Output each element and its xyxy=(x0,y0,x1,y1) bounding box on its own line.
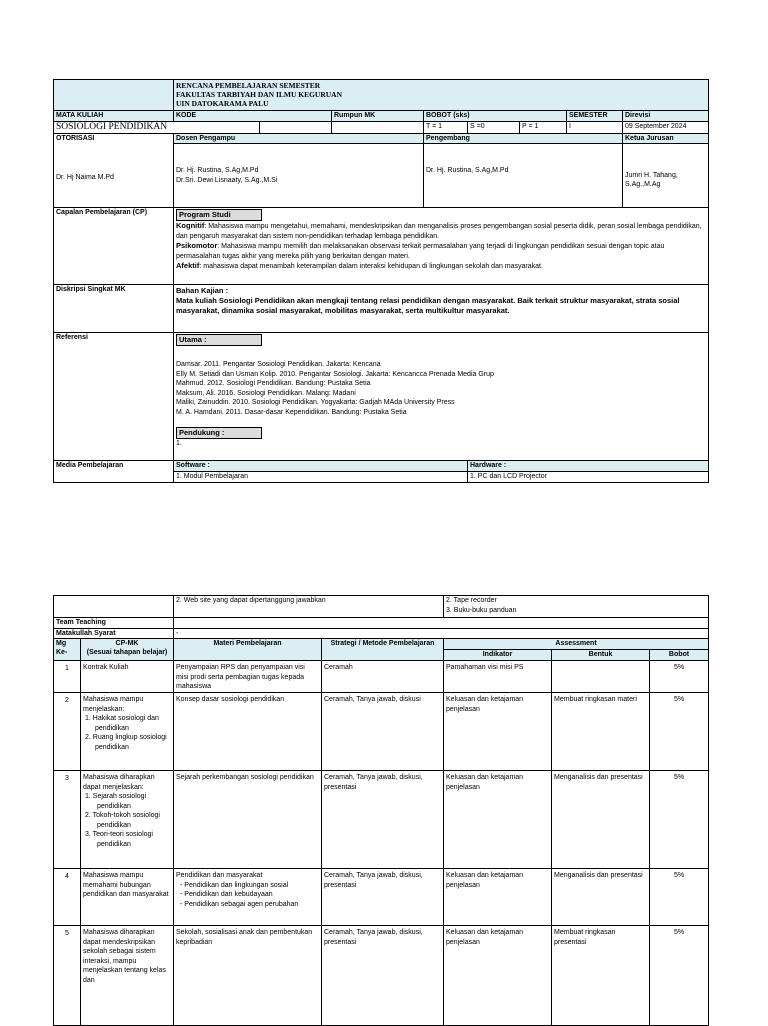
label-ketua-jurusan: Ketua Jurusan xyxy=(623,133,709,144)
label-direvisi: Direvisi xyxy=(623,111,709,122)
row-bobot: 5% xyxy=(650,869,709,926)
row-bobot: 5% xyxy=(650,661,709,693)
capaian-pembelajaran-content: Program Studi Kognitif: Mahasiswa mampu mengetahui, memahami, mendeskripsikan dan menganalisis proses pengembangan sosial peserta didik, peran sosial lembaga pendidikan, dan pengaruh masyarakat dan sistem non-pendidikan terhadap lembaga pendidikan. Psikomotor: Mahasiswa mampu memilih dan melaksanakan observasi terkait permasalahan yang terjadi di lingkungan pendidikan sesuai dengan topic atau permasalahan tugas akhir yang mereka pilih yang berkaitan dengan materi. Afektif: mahasiswa dapat menambah keterampilan dalam interaksi kehidupan di lingkungan sekolah dan masyarakat. xyxy=(174,208,709,285)
row-week: 5 xyxy=(54,926,81,1026)
row-bentuk xyxy=(552,661,650,693)
pengembang-name: Dr. Hj. Rustina, S.Ag,M.Pd xyxy=(424,144,623,208)
label-kode: KODE xyxy=(174,111,332,122)
otorisasi-cell: OTORISASI Dr. Hj Naima M.Pd xyxy=(54,133,174,208)
referensi-content xyxy=(174,333,709,461)
referensi-item: Mahmud. 2012. Sosiologi Pendidikan. Bandung: Pustaka Setia xyxy=(176,380,371,387)
row-materi: Pendidikan dan masyarakat - Pendidikan dan lingkungan sosial - Pendidikan dan kebudayaan - Pendidikan sebagai agen perubahan xyxy=(174,869,322,926)
course-kode xyxy=(260,121,332,133)
software-item-1: 1. Modul Pembelajaran xyxy=(174,472,468,483)
row-bentuk: Menganalisis dan presentasi xyxy=(552,771,650,869)
row-week: 4 xyxy=(54,869,81,926)
course-rumpun xyxy=(332,121,424,133)
hardware-item-1: 1. PC dan LCD Projector xyxy=(468,472,709,483)
label-bobot: BOBOT (sks) xyxy=(424,111,567,122)
label-team-teaching: Team Teaching xyxy=(54,618,174,629)
ketua-jurusan-name: Jumri H. Tahang, S.Ag.,M.Ag xyxy=(623,144,709,208)
row-bentuk: Membuat ringkasan materi xyxy=(552,693,650,771)
referensi-pendukung-tag: Pendukung : xyxy=(176,427,262,439)
row-bobot: 5% xyxy=(650,693,709,771)
label-hardware: Hardware : xyxy=(468,461,709,472)
bobot-p: P = 1 xyxy=(520,121,567,133)
table-row xyxy=(54,693,709,771)
row-indikator: Keluasan dan ketajaman penjelasan xyxy=(444,693,552,771)
col-indikator: Indikator xyxy=(444,650,552,661)
col-cpmk: CP-MK (Sesuai tahapan belajar) xyxy=(81,639,174,661)
table-row xyxy=(54,661,709,693)
referensi-item: Maksum, Ali. 2016. Sosiologi Pendidikan. Malang: Madani xyxy=(176,389,356,397)
row-cpmk: Kontrak Kuliah xyxy=(81,661,174,693)
row-bobot: 5% xyxy=(650,771,709,869)
row-indikator: Keluasan dan ketajaman penjelasan xyxy=(444,771,552,869)
row-bobot: 5% xyxy=(650,926,709,1026)
course-revised-date: 09 September 2024 xyxy=(623,121,709,133)
row-indikator: Keluasan dan ketajaman penjelasan xyxy=(444,869,552,926)
label-mata-kuliah: MATA KULIAH xyxy=(54,111,174,122)
row-indikator: Pamahaman visi misi PS xyxy=(444,661,552,693)
row-cpmk: Mahasiswa mampu menjelaskan: 1. Hakikat sosiologi dan pendidikan 2. Ruang lingkup sosiologi pendidikan xyxy=(81,693,174,771)
row-materi: Penyampaian RPS dan penyampaian visi misi prodi serta pembagian tugas kepada mahasiswa xyxy=(174,661,322,693)
table-row xyxy=(54,869,709,926)
hardware-items-continued: 2. Tape recorder 3. Buku-buku panduan xyxy=(444,596,709,618)
referensi-item: M. A. Hamdani. 2011. Dasar-dasar Kependidikan. Bandung: Pustaka Setia xyxy=(176,408,407,416)
document-title: RENCANA PEMBELAJARAN SEMESTER FAKULTAS TARBIYAH DAN ILMU KEGURUAN UIN DATOKARAMA PALU xyxy=(174,80,709,111)
row-materi: Konsep dasar sosiologi pendidikan xyxy=(174,693,322,771)
referensi-item: Elly M. Setiadi dan Usman Kolip. 2010. Pengantar Sosiologi. Jakarta: Kencancca Prenada Media Grup xyxy=(176,370,494,378)
label-dosen-pengampu: Dosen Pengampu xyxy=(174,133,424,144)
row-cpmk: Mahasiswa diharapkan dapat menjelaskan: 1. Sejarah sosiologi pendidikan 2. Tokoh-tokoh sosiologi pendidikan 3. Teori-teori sosiologi pendidikan xyxy=(81,771,174,869)
col-strategi: Strategi / Metode Pembelajaran xyxy=(322,639,444,661)
header-blank xyxy=(54,80,174,111)
col-assessment: Assessment xyxy=(444,639,709,650)
label-software: Software : xyxy=(174,461,468,472)
col-materi: Materi Pembelajaran xyxy=(174,639,322,661)
label-referensi: Referensi xyxy=(54,333,174,461)
media-continued-blank xyxy=(54,596,174,618)
team-teaching-value xyxy=(174,618,709,629)
row-materi: Sejarah perkembangan sosiologi pendidikan xyxy=(174,771,322,869)
referensi-utama-tag: Utama : xyxy=(176,334,262,346)
row-cpmk: Mahasiswa mampu memahami hubungan pendidikan dan masyarakat xyxy=(81,869,174,926)
referensi-item: Damsar. 2011. Pengantar Sosiologi Pendidikan. Jakarta: Kencana xyxy=(176,361,381,368)
row-strategi: Ceramah, Tanya jawab, diskusi, presentasi xyxy=(322,926,444,1026)
label-deskripsi: Diskripsi Singkat MK xyxy=(54,285,174,333)
label-pengembang: Pengembang xyxy=(424,133,623,144)
software-item-2: 2. Web site yang dapat dipertanggung jawabkan xyxy=(174,596,444,618)
row-indikator: Keluasan dan ketajaman penjelasan xyxy=(444,926,552,1026)
col-bentuk: Bentuk xyxy=(552,650,650,661)
pendukung-item: 1. xyxy=(176,440,182,447)
label-capaian-pembelajaran: Capalan Pembelajaran (CP) xyxy=(54,208,174,285)
bobot-t: T = 1 xyxy=(424,121,468,133)
label-media: Media Pembelajaran xyxy=(54,461,174,483)
row-week: 2 xyxy=(54,693,81,771)
course-semester: I xyxy=(567,121,623,133)
label-semester: SEMESTER xyxy=(567,111,623,122)
matakuliah-syarat-value: - xyxy=(174,628,709,639)
table-row xyxy=(54,926,709,1026)
col-bobot: Bobot xyxy=(650,650,709,661)
row-bentuk: Membuat ringkasan presentasi xyxy=(552,926,650,1026)
referensi-item: Maliki, Zainuddin. 2010. Sosiologi Pendidikan. Yogyakarta: Gadjah MAda University Press xyxy=(176,399,455,406)
rps-header-table xyxy=(53,79,709,483)
row-materi: Sekolah, sosialisasi anak dan pembentukan kepribadian xyxy=(174,926,322,1026)
rps-schedule-table xyxy=(53,595,709,1026)
row-week: 1 xyxy=(54,661,81,693)
row-strategi: Ceramah, Tanya jawab, diskusi, presentasi xyxy=(322,869,444,926)
row-bentuk: Menganalisis dan presentasi xyxy=(552,869,650,926)
deskripsi-content: Bahan Kajian : Mata kuliah Sosiologi Pendidikan akan mengkaji tentang relasi pendidikan dengan masyarakat. Baik terkait struktur masyarakat, strata sosial masyarakat, dinamika sosial masyarakat, mobilitas masyarakat, serta multikultur masyarakat. xyxy=(174,285,709,333)
label-rumpun: Rumpun MK xyxy=(332,111,424,122)
row-strategi: Ceramah, Tanya jawab, diskusi xyxy=(322,693,444,771)
label-matakuliah-syarat: Matakullah Syarat xyxy=(54,628,174,639)
program-studi-tag: Program Studi xyxy=(176,209,262,221)
row-cpmk: Mahasiswa diharapkan dapat mendeskripsikan sekolah sebagai sistem interaksi, mampu menjelaskan tentang kelas dan xyxy=(81,926,174,1026)
row-week: 3 xyxy=(54,771,81,869)
course-name: SOSIOLOGI PENDIDIKAN xyxy=(54,121,260,133)
bobot-s: S =0 xyxy=(468,121,520,133)
col-mg-ke: Mg Ke- xyxy=(54,639,81,661)
row-strategi: Ceramah xyxy=(322,661,444,693)
row-strategi: Ceramah, Tanya jawab, diskusi, presentasi xyxy=(322,771,444,869)
table-row xyxy=(54,771,709,869)
dosen-pengampu-names: Dr. Hj. Rustina, S.Ag,M.Pd Dr.Sri. Dewi Lisnaaty, S.Ag.,M.Si xyxy=(174,144,424,208)
